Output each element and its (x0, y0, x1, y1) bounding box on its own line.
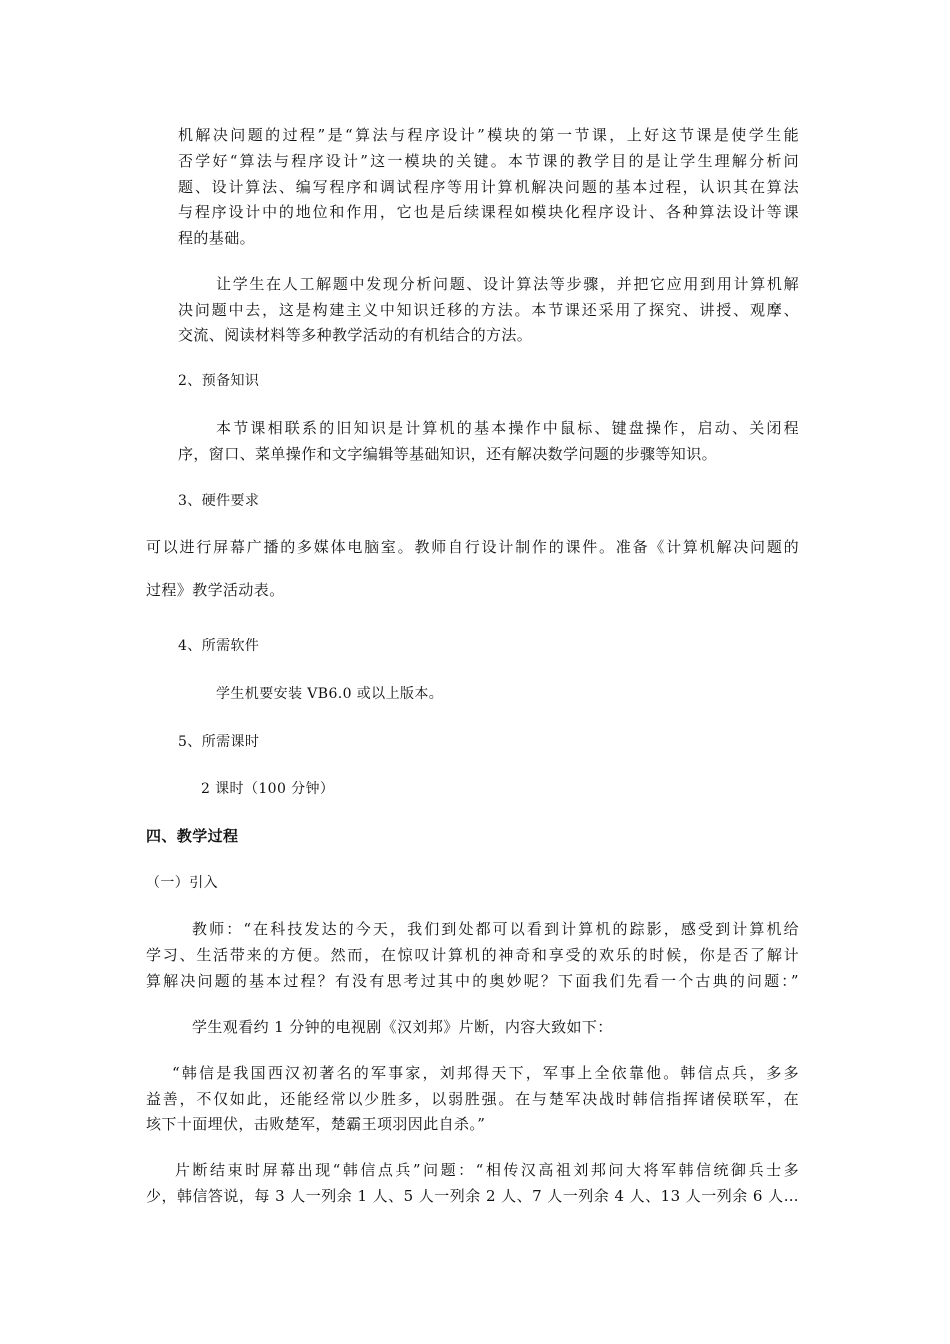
section-4-heading: 4、所需软件 (178, 638, 260, 654)
part-4-subheading: （一）引入 (146, 875, 218, 891)
section-3-line-1: 可以进行屏幕广播的多媒体电脑室。教师自行设计制作的课件。准备《计算机解决问题的 (146, 538, 799, 556)
section-5-body: 2 课时（100 分钟） (201, 781, 335, 797)
intro-line-5: 程的基础。 (178, 229, 256, 247)
section-3-heading: 3、硬件要求 (178, 493, 260, 509)
section-2-line-1: 本节课相联系的旧知识是计算机的基本操作中鼠标、键盘操作，启动、关闭程 (216, 419, 799, 437)
quote-line-3: 垓下十面埋伏，击败楚军，楚霸王项羽因此自杀。” (146, 1115, 486, 1133)
teacher-line-3: 算解决问题的基本过程？有没有思考过其中的奥妙呢？下面我们先看一个古典的问题：” (146, 972, 799, 990)
intro-line-3: 题、设计算法、编写程序和调试程序等用计算机解决问题的基本过程，认识其在算法 (178, 178, 799, 196)
method-line-3: 交流、阅读材料等多种教学活动的有机结合的方法。 (178, 326, 533, 344)
method-line-2: 决问题中去，这是构建主义中知识迁移的方法。本节课还采用了探究、讲授、观摩、 (178, 301, 799, 319)
intro-line-2: 否学好“算法与程序设计”这一模块的关键。本节课的教学目的是让学生理解分析问 (178, 152, 799, 170)
section-3-line-2: 过程》教学活动表。 (146, 581, 285, 599)
part-4-heading: 四、教学过程 (146, 827, 239, 845)
section-4-body: 学生机要安装 VB6.0 或以上版本。 (216, 686, 444, 702)
section-2-line-2: 序，窗口、菜单操作和文字编辑等基础知识，还有解决数学问题的步骤等知识。 (178, 445, 718, 463)
quote-line-2: 益善，不仅如此，还能经常以少胜多，以弱胜强。在与楚军决战时韩信指挥诸侯联军，在 (146, 1090, 799, 1108)
video-line: 学生观看约 1 分钟的电视剧《汉刘邦》片断，内容大致如下： (192, 1018, 613, 1036)
section-2-heading: 2、预备知识 (178, 373, 260, 389)
teacher-line-1: 教师：“在科技发达的今天，我们到处都可以看到计算机的踪影，感受到计算机给 (192, 920, 799, 938)
intro-line-1: 机解决问题的过程”是“算法与程序设计”模块的第一节课，上好这节课是使学生能 (178, 126, 799, 144)
problem-line-1: 片断结束时屏幕出现“韩信点兵”问题：“相传汉高祖刘邦问大将军韩信统御兵士多 (175, 1161, 799, 1179)
problem-line-2: 少，韩信答说，每 3 人一列余 1 人、5 人一列余 2 人、7 人一列余 4 人、13 人一列余 6 人… (146, 1187, 799, 1205)
teacher-line-2: 学习、生活带来的方便。然而，在惊叹计算机的神奇和享受的欢乐的时候，你是否了解计 (146, 946, 799, 964)
section-5-heading: 5、所需课时 (178, 734, 260, 750)
method-line-1: 让学生在人工解题中发现分析问题、设计算法等步骤，并把它应用到用计算机解 (216, 275, 799, 293)
intro-line-4: 与程序设计中的地位和作用，它也是后续课程如模块化程序设计、各种算法设计等课 (178, 203, 799, 221)
quote-line-1: “韩信是我国西汉初著名的军事家，刘邦得天下，军事上全依靠他。韩信点兵，多多 (172, 1064, 799, 1082)
